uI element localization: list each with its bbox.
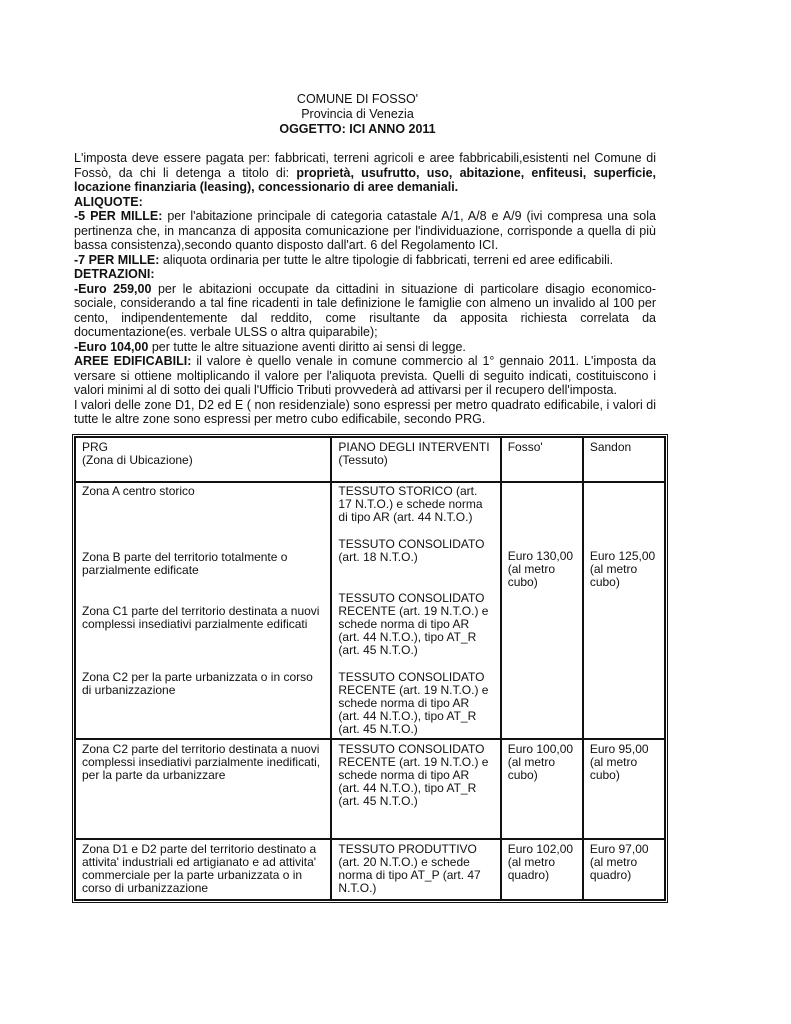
aliquota-item-2 <box>74 253 656 268</box>
spacer <box>82 697 324 733</box>
aliquota-item-2-text: aliquota ordinaria per tutte le altre tipologie di fabbricati, terreni ed aree edificabili. <box>159 252 614 267</box>
document-subject: OGGETTO: ICI ANNO 2011 <box>279 122 436 136</box>
table-header-row <box>75 437 665 482</box>
zone-b: Zona B parte del territorio totalmente o parzialmente edificate <box>82 550 288 577</box>
tessuto-a: TESSUTO STORICO (art. 17 N.T.O.) e schede norma di tipo AR (art. 44 N.T.O.) <box>338 484 483 524</box>
zone-c1: Zona C1 parte del territorio destinata a nuovi complessi insediativi parzialmente edificati <box>82 604 320 631</box>
zone-values-table <box>72 434 668 903</box>
table-row <box>75 839 665 900</box>
group1-sandon-value: Euro 125,00 (al metro cubo) <box>583 482 665 739</box>
aree-edificabili-text: il valore è quello venale in comune commercio al 1° gennaio 2011. L'imposta da versare si ottiene moltiplicando il valore per l'aliquota prevista. Quelli di seguito indicati, costituiscono i valori minimi al di sotto dei quali l'Ufficio Tributi provvederà ad attivarsi per il recupero dell'imposta. <box>74 354 656 397</box>
intro-paragraph <box>74 151 656 195</box>
tessuto-b: TESSUTO CONSOLIDATO (art. 18 N.T.O.) <box>338 537 485 564</box>
group1-tessuti <box>331 482 500 739</box>
table-row <box>75 482 665 739</box>
group3-tessuto: TESSUTO PRODUTTIVO (art. 20 N.T.O.) e schede norma di tipo AT_P (art. 47 N.T.O.) <box>331 839 500 900</box>
aliquota-item-1-text: per l'abitazione principale di categoria catastale A/1, A/8 e A/9 (ivi compresa una sola pertinenza che, in mancanza di apposita comunicazione per l'individuazione, corrisponde a quella di più bassa consistenza),secondo quanto disposto dall'art. 6 del Regolamento ICI. <box>74 209 656 252</box>
group2-fosso-value: Euro 100,00 (al metro cubo) <box>501 739 583 839</box>
document-header <box>0 92 715 137</box>
detrazione-item-1-label: -Euro 259,00 <box>74 281 152 296</box>
detrazione-item-2-text: per tutte le altre situazione aventi diritto ai sensi di legge. <box>148 339 466 354</box>
tessuto-c1: TESSUTO CONSOLIDATO RECENTE (art. 19 N.T.O.) e schede norma di tipo AR (art. 44 N.T.O.), tipo AT_R (art. 45 N.T.O.) <box>338 591 489 657</box>
aree-edificabili-paragraph <box>74 354 656 398</box>
header-piano-subtitle: (Tessuto) <box>338 453 388 467</box>
group3-sandon-value: Euro 97,00 (al metro quadro) <box>583 839 665 900</box>
aliquota-item-1 <box>74 209 656 253</box>
header-prg <box>75 437 331 482</box>
group1-fosso-value: Euro 130,00 (al metro cubo) <box>501 482 583 739</box>
group2-zone: Zona C2 parte del territorio destinata a nuovi complessi insediativi parzialmente inedificati, per la parte da urbanizzare <box>75 739 331 839</box>
header-sandon: Sandon <box>583 437 665 482</box>
group2-tessuto: TESSUTO CONSOLIDATO RECENTE (art. 19 N.T.O.) e schede norma di tipo AR (art. 44 N.T.O.), tipo AT_R (art. 45 N.T.O.) <box>331 739 500 839</box>
spacer <box>82 577 324 605</box>
zone-c2-urbanizzata: Zona C2 per la parte urbanizzata o in corso di urbanizzazione <box>82 670 313 697</box>
aliquota-item-1-label: -5 PER MILLE: <box>74 209 163 223</box>
detrazione-item-2-label: -Euro 104,00 <box>74 339 149 354</box>
aliquote-heading: ALIQUOTE: <box>74 194 143 209</box>
spacer <box>82 498 324 551</box>
header-fosso: Fosso' <box>501 437 583 482</box>
spacer <box>338 657 493 671</box>
zone-a: Zona A centro storico <box>82 484 195 498</box>
header-piano <box>331 437 500 482</box>
aree-edificabili-label: AREE EDIFICABILI: <box>74 354 192 368</box>
municipality-name: COMUNE DI FOSSO' <box>296 92 419 106</box>
group3-fosso-value: Euro 102,00 (al metro quadro) <box>501 839 583 900</box>
header-prg-title: PRG <box>82 440 109 454</box>
table-row <box>75 739 665 839</box>
group3-zone: Zona D1 e D2 parte del territorio destinato a attivita' industriali ed artigianato e ad attivita' commerciale per la parte urbanizzata o in corso di urbanizzazione <box>75 839 331 900</box>
aree-units-paragraph: I valori delle zone D1, D2 ed E ( non residenziale) sono espressi per metro quadrato edificabile, i valori di tutte le altre zone sono espressi per metro cubo edificabile, secondo PRG. <box>74 397 656 426</box>
intro-text: L'imposta deve essere pagata per: fabbricati, terreni agricoli e aree fabbricabili,esistenti nel Comune di Fossò, da chi li detenga a titolo di: <box>74 151 656 180</box>
intro-bold-text: proprietà, usufrutto, uso, abitazione, enfiteusi, superficie, locazione finanziaria (leasing), concessionario di aree demaniali. <box>74 165 656 194</box>
detrazione-item-2 <box>74 340 656 355</box>
province-name: Provincia di Venezia <box>301 107 414 121</box>
header-prg-subtitle: (Zona di Ubicazione) <box>82 453 193 467</box>
spacer <box>82 631 324 671</box>
document-body <box>74 151 656 427</box>
header-piano-title: PIANO DEGLI INTERVENTI <box>338 440 490 454</box>
detrazione-item-1-text: per le abitazioni occupate da cittadini in situazione di particolare disagio economico-sociale, considerando a tal fine ricadenti in tale definizione le famiglie con almeno un invalido al 100 per cento, indipendentemente dal reddito, come risultante da apposita richiesta correlata da documentazione(es. verbale ULSS o altra quiparabile); <box>74 281 656 339</box>
tessuto-c2: TESSUTO CONSOLIDATO RECENTE (art. 19 N.T.O.) e schede norma di tipo AR (art. 44 N.T.O.), tipo AT_R (art. 45 N.T.O.) <box>338 670 489 736</box>
spacer <box>338 564 493 592</box>
group2-sandon-value: Euro 95,00 (al metro cubo) <box>583 739 665 839</box>
group1-zones <box>75 482 331 739</box>
detrazioni-heading: DETRAZIONI: <box>74 267 155 281</box>
detrazione-item-1 <box>74 282 656 340</box>
spacer <box>338 524 493 538</box>
aliquota-item-2-label: -7 PER MILLE: <box>74 252 160 267</box>
